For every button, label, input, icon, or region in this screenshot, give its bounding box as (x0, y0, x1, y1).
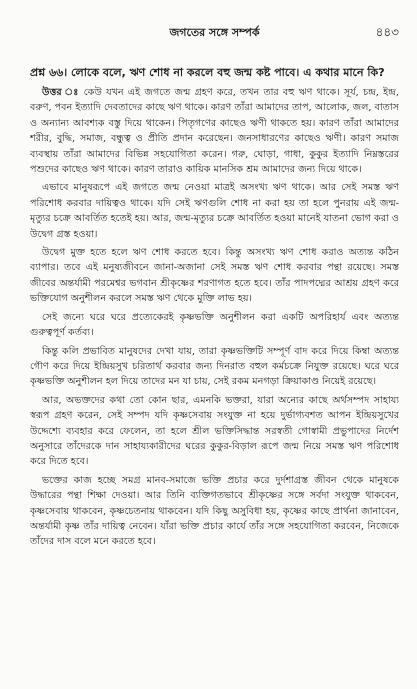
body-paragraph: সেই জন্যে ঘরে ঘরে প্রত্যেকেরই কৃষ্ণভক্তি অনুশীলন করা একটি অপরিহার্য এবং অত্যন্ত গুরুত্বপূর্ণ কর্তব্য। (30, 311, 399, 339)
body-paragraph: উদ্বেগ মুক্ত হতে হলে ঋণ শোধ করতে হবে। কিন্তু অসংখ্য ঋণ শোধ করাও অত্যন্ত কঠিন ব্যাপার। তবে এই মনুষ্যজীবনে জানা-অজানা সেই সমস্ত ঋণ শোধ করবার পন্থা রয়েছে। সমস্ত জীবের অন্তর্যামী পরমেশ্বর ভগবান শ্রীকৃষ্ণের শরণাগত হতে হবে। তাঁর পাদপদ্মের আশ্রয় গ্রহণ করে ভক্তিযোগ অনুশীলন করলে সমস্ত ঋণ থেকে মুক্তি লাভ হয়। (30, 247, 399, 305)
body-paragraph: আর, অভক্তদের কথা তো কোন ছার, এমনকি ভক্তরা, যারা অন্যের কাছে অর্থসম্পদ সাহায্য স্বরূপ গ্রহণ করেন, সেই সম্পদ যদি কৃষ্ণসেবায় সংযুক্ত না হয়ে দুর্ভাগ্যবশত আপন ইন্দ্রিয়সুখের উদ্দেশ্যে ব্যবহার করে ফেলেন, তা হলে শ্রীল ভক্তিসিদ্ধান্ত সরস্বতী গোস্বামী প্রভুপাদের নির্দেশ অনুসারে তাঁদেরকে দান সাহায্যকারীদের ঘরের কুকুর-বিড়াল রূপে জন্ম নিয়ে সমস্ত ঋণ পরিশোধ করে দিতে হবে। (30, 394, 399, 468)
paragraph-text: কেউ যখন এই জগতে জন্ম গ্রহণ করে, তখন তার বহু ঋণ থাকে। সূর্য, চন্দ্র, ইন্দ্র, বরুণ, পবন ইত্যাদি দেবতাদের কাছে ঋণ থাকে। কারণ তাঁরা আমাদের তাপ, আলোক, জল, বাতাস ও অন্যান্য আবশ্যক বস্তু দিয়ে থাকেন। পিতৃগণের কাছেও ঋণী থাকতে হয়। কারণ তাঁরা আমাদের শরীর, বুদ্ধি, সমাজ, বন্ধুত্ব ও প্রীতি প্রদান করেছেন। জনসাধারণের কাছেও ঋণী। কারণ সমাজ ব্যবস্থায় তাঁরা আমাদের বিভিন্ন সহযোগিতা করেন। গরু, ঘোড়া, গাধা, কুকুর ইত্যাদি নিম্নস্তরের পশুদের কাছেও ঋণ থাকে। কারণ তারাও কায়িক মানসিক শ্রম আমাদের জন্য দিয়ে থাকে। (30, 87, 399, 176)
answer-label: উত্তর ঃ (42, 87, 80, 98)
running-title: জগতের সঙ্গে সম্পর্ক (169, 26, 260, 39)
body-paragraph: এভাবে মানুষরূপে এই জগতে জন্ম নেওয়া মাত্রই অসংখ্য ঋণ থাকে। আর সেই সমস্ত ঋণ পরিশোধ করবার দায়িত্বও থাকে। যদি সেই ঋণগুলি শোধ না করা হয় তা হলে পুনরায় এই জন্ম-মৃত্যুর চক্রে আবর্তিত হতেই হয়। আর, জন্ম-মৃত্যুর চক্রে আবর্তিত হওয়া মানেই যাতনা ভোগ করা ও উদ্বেগ গ্রস্ত হওয়া। (30, 182, 399, 240)
answer-paragraph (30, 85, 399, 177)
running-header (30, 24, 399, 42)
question-label: প্রশ্ন ৬৬। (30, 66, 68, 79)
question-text: লোকে বলে, ঋণ শোধ না করলে বহু জন্ম কষ্ট পাবে। এ কথার মানে কি? (71, 66, 385, 79)
question-heading (30, 64, 399, 81)
page-content (30, 64, 399, 681)
page-number: ৪৪৩ (375, 25, 399, 39)
body-paragraph: ভক্তের কাজ হচ্ছে সমগ্র মানব-সমাজে ভক্তি প্রচার করে দুর্দশাগ্রস্ত জীবন থেকে মানুষকে উদ্ধারের পন্থা শিক্ষা দেওয়া। আর তিনি ব্যক্তিগতভাবে শ্রীকৃষ্ণের সঙ্গে সর্বদা সংযুক্ত থাকবেন, কৃষ্ণসেবায় থাকবেন, কৃষ্ণচেতনায় থাকবেন। যদি কিছু অসুবিধা হয়, কৃষ্ণের কাছে প্রার্থনা জানাবেন, অন্তর্যামী কৃষ্ণ তাঁর দায়িত্ব নেবেন। যাঁরা ভক্তি প্রচার কার্যে তাঁর সঙ্গে সহযোগিতা করবেন, নিজেকে তাঁদের দাস বলে মনে করতে হবে। (30, 474, 399, 548)
body-paragraph: কিন্তু কলি প্রভাবিত মানুষদের দেখা যায়, তারা কৃষ্ণভক্তিটি সম্পূর্ণ বাদ করে দিয়ে কিম্বা অত্যন্ত গৌণ করে দিয়ে ইন্দ্রিয়সুখ চরিতার্থ করবার জন্য দিনরাত বহুল কর্মচক্রে নিযুক্ত রয়েছে। ঘরে ঘরে কৃষ্ণভক্তি অনুশীলন হল দিয়ে তাদের মন যা চায়, সেই রকম মনগড়া ক্রিয়াকাণ্ড নিয়েই রয়েছে। (30, 345, 399, 388)
